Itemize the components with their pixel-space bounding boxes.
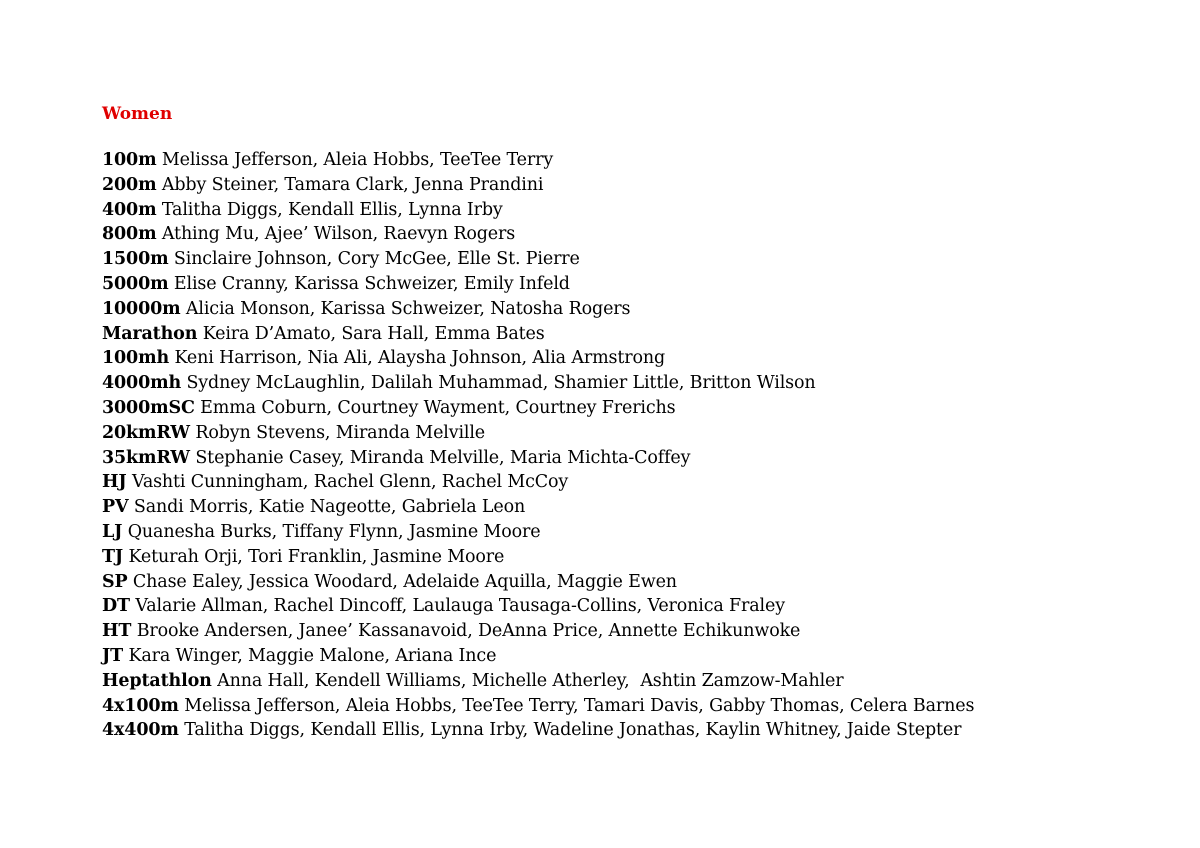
- event-row: [102, 694, 1182, 719]
- athlete-list: Anna Hall, Kendell Williams, Michelle Atherley, Ashtin Zamzow-Mahler: [217, 670, 844, 691]
- event-row: [102, 644, 1182, 669]
- document-page: [102, 102, 1182, 743]
- event-name: 100mh: [102, 348, 170, 369]
- athlete-list: Talitha Diggs, Kendall Ellis, Lynna Irby, Wadeline Jonathas, Kaylin Whitney, Jaide Stepter: [184, 720, 962, 741]
- athlete-list: Stephanie Casey, Miranda Melville, Maria Michta-Coffey: [195, 447, 691, 468]
- event-list: [102, 148, 1182, 743]
- event-name: JT: [102, 645, 124, 666]
- event-name: SP: [102, 571, 128, 592]
- athlete-list: Keturah Orji, Tori Franklin, Jasmine Moore: [128, 546, 505, 567]
- event-name: Marathon: [102, 323, 198, 344]
- event-name: HJ: [102, 472, 127, 493]
- athlete-list: Melissa Jefferson, Aleia Hobbs, TeeTee Terry: [161, 150, 554, 170]
- event-row: [102, 619, 1182, 644]
- event-row: [102, 421, 1182, 446]
- event-row: [102, 173, 1182, 198]
- athlete-list: Vashti Cunningham, Rachel Glenn, Rachel McCoy: [131, 472, 569, 493]
- event-row: [102, 669, 1182, 694]
- event-name: 200m: [102, 174, 157, 195]
- event-name: 3000mSC: [102, 397, 195, 418]
- section-heading: Women: [102, 104, 173, 124]
- event-name: LJ: [102, 521, 123, 542]
- event-name: 35kmRW: [102, 447, 190, 468]
- event-name: 20kmRW: [102, 422, 190, 443]
- event-row: [102, 322, 1182, 347]
- event-row: [102, 446, 1182, 471]
- athlete-list: Abby Steiner, Tamara Clark, Jenna Prandini: [161, 174, 544, 195]
- event-name: TJ: [102, 546, 124, 567]
- event-row: [102, 545, 1182, 570]
- event-row: [102, 198, 1182, 223]
- athlete-list: Alicia Monson, Karissa Schweizer, Natosha Rogers: [185, 298, 631, 319]
- event-name: HT: [102, 621, 132, 642]
- event-name: 5000m: [102, 273, 169, 294]
- athlete-list: Sinclaire Johnson, Cory McGee, Elle St. Pierre: [173, 249, 580, 270]
- event-name: DT: [102, 596, 130, 617]
- event-row: [102, 470, 1182, 495]
- event-name: 4x100m: [102, 695, 179, 716]
- event-row: [102, 222, 1182, 247]
- event-row: [102, 520, 1182, 545]
- event-name: Heptathlon: [102, 670, 212, 691]
- event-name: 400m: [102, 199, 157, 220]
- event-row: [102, 148, 1182, 173]
- event-name: 800m: [102, 224, 157, 245]
- event-row: [102, 718, 1182, 743]
- event-row: [102, 594, 1182, 619]
- athlete-list: Sandi Morris, Katie Nageotte, Gabriela Leon: [133, 497, 526, 518]
- event-row: [102, 247, 1182, 272]
- athlete-list: Valarie Allman, Rachel Dincoff, Laulauga Tausaga-Collins, Veronica Fraley: [135, 596, 785, 617]
- athlete-list: Talitha Diggs, Kendall Ellis, Lynna Irby: [161, 199, 503, 220]
- athlete-list: Quanesha Burks, Tiffany Flynn, Jasmine Moore: [127, 521, 541, 542]
- event-row: [102, 570, 1182, 595]
- athlete-list: Keni Harrison, Nia Ali, Alaysha Johnson, Alia Armstrong: [174, 348, 666, 369]
- athlete-list: Elise Cranny, Karissa Schweizer, Emily Infeld: [173, 273, 570, 294]
- athlete-list: Emma Coburn, Courtney Wayment, Courtney Frerichs: [200, 397, 676, 418]
- athlete-list: Sydney McLaughlin, Dalilah Muhammad, Shamier Little, Britton Wilson: [186, 373, 816, 394]
- athlete-list: Kara Winger, Maggie Malone, Ariana Ince: [128, 645, 497, 666]
- athlete-list: Keira D’Amato, Sara Hall, Emma Bates: [202, 323, 545, 344]
- event-name: 1500m: [102, 249, 169, 270]
- event-name: 4000mh: [102, 373, 182, 394]
- athlete-list: Robyn Stevens, Miranda Melville: [195, 422, 486, 443]
- event-row: [102, 346, 1182, 371]
- athlete-list: Athing Mu, Ajee’ Wilson, Raevyn Rogers: [161, 224, 516, 245]
- event-name: 10000m: [102, 298, 181, 319]
- event-row: [102, 371, 1182, 396]
- event-name: 100m: [102, 150, 157, 170]
- event-name: PV: [102, 497, 129, 518]
- event-name: 4x400m: [102, 720, 179, 741]
- event-row: [102, 297, 1182, 322]
- athlete-list: Chase Ealey, Jessica Woodard, Adelaide Aquilla, Maggie Ewen: [132, 571, 677, 592]
- event-row: [102, 495, 1182, 520]
- athlete-list: Melissa Jefferson, Aleia Hobbs, TeeTee Terry, Tamari Davis, Gabby Thomas, Celera Barnes: [184, 695, 975, 716]
- athlete-list: Brooke Andersen, Janee’ Kassanavoid, DeAnna Price, Annette Echikunwoke: [136, 621, 801, 642]
- event-row: [102, 272, 1182, 297]
- event-row: [102, 396, 1182, 421]
